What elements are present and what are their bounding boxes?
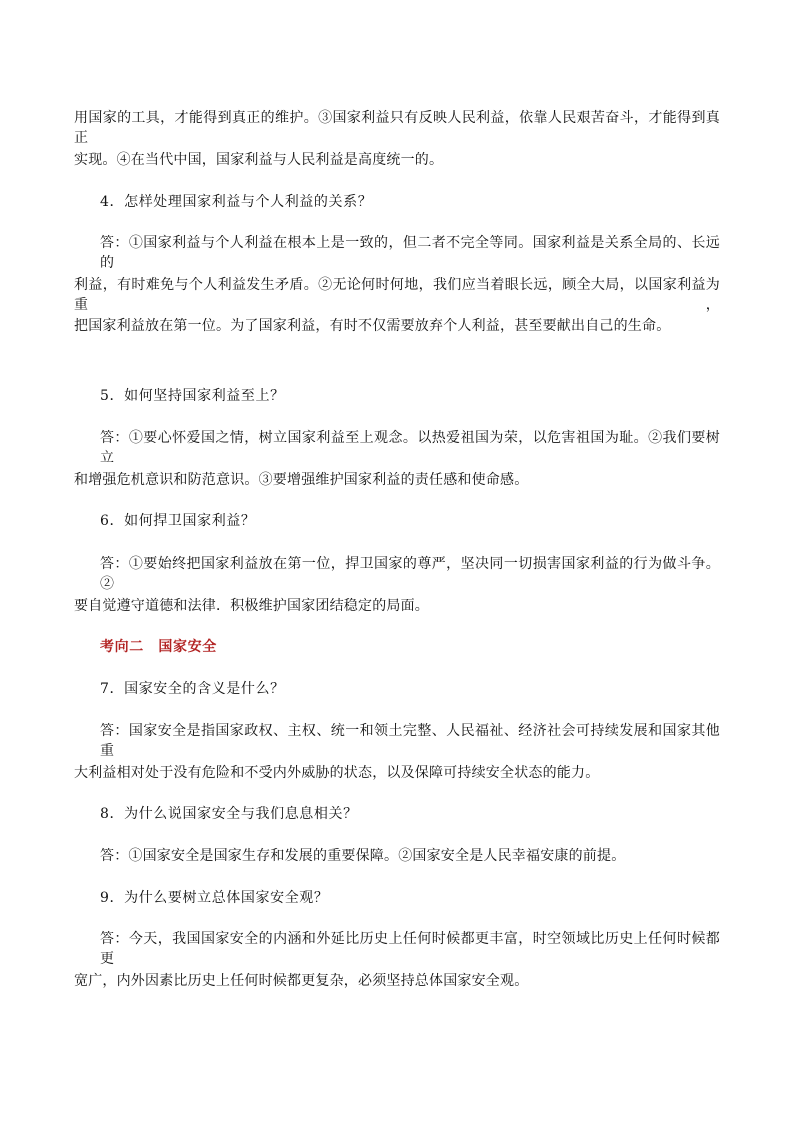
answer-line: 答：①国家安全是国家生存和发展的重要保障。②国家安全是人民幸福安康的前提。	[100, 848, 626, 864]
answer-line: 答：国家安全是指国家政权、主权、统一和领土完整、人民福祉、经济社会可持续发展和国家其他重	[100, 723, 720, 759]
answer-line: 答：①要始终把国家利益放在第一位，捍卫国家的尊严，坚决同一切损害国家利益的行为做斗争。②	[100, 556, 720, 592]
question-7: 7．国家安全的含义是什么？	[100, 681, 285, 697]
answer-line: 要自觉遵守道德和法律．积极维护国家团结稳定的局面。	[74, 598, 429, 614]
answer-line: 大利益相对处于没有危险和不受内外威胁的状态，以及保障可持续安全状态的能力。	[74, 765, 600, 781]
question-8: 8．为什么说国家安全与我们息息相关？	[100, 806, 358, 822]
answer-line: 答：今天，我国国家安全的内涵和外延比历史上任何时候都更丰富，时空领域比历史上任何时候都更	[100, 931, 720, 967]
question-4: 4．怎样处理国家利益与个人利益的关系？	[100, 194, 373, 210]
question-5: 5．如何坚持国家利益至上？	[100, 388, 285, 404]
paragraph-line: 用国家的工具，才能得到真正的维护。③国家利益只有反映人民利益，依靠人民艰苦奋斗，才能得到真正	[74, 110, 720, 146]
answer-line: 答：①要心怀爱国之情，树立国家利益至上观念。以热爱祖国为荣，以危害祖国为耻。②我们要树立	[100, 430, 720, 466]
answer-line: 把国家利益放在第一位。为了国家利益，有时不仅需要放弃个人利益，甚至要献出自己的生命。	[74, 318, 671, 334]
answer-line: 宽广，内外因素比历史上任何时候都更复杂，必须坚持总体国家安全观。	[74, 973, 529, 989]
answer-line: 和增强危机意识和防范意识。③要增强维护国家利益的责任感和使命感。	[74, 472, 529, 488]
question-9: 9．为什么要树立总体国家安全观？	[100, 890, 329, 906]
question-6: 6．如何捍卫国家利益？	[100, 513, 256, 529]
answer-line: 利益，有时难免与个人利益发生矛盾。②无论何时何地，我们应当着眼长远，顾全大局，以国家利益为重，	[74, 277, 720, 313]
answer-line: 答：①国家利益与个人利益在根本上是一致的，但二者不完全等同。国家利益是关系全局的、长远的	[100, 235, 720, 271]
paragraph-line: 实现。④在当代中国，国家利益与人民利益是高度统一的。	[74, 152, 444, 168]
section-heading: 考向二 国家安全	[100, 639, 217, 655]
